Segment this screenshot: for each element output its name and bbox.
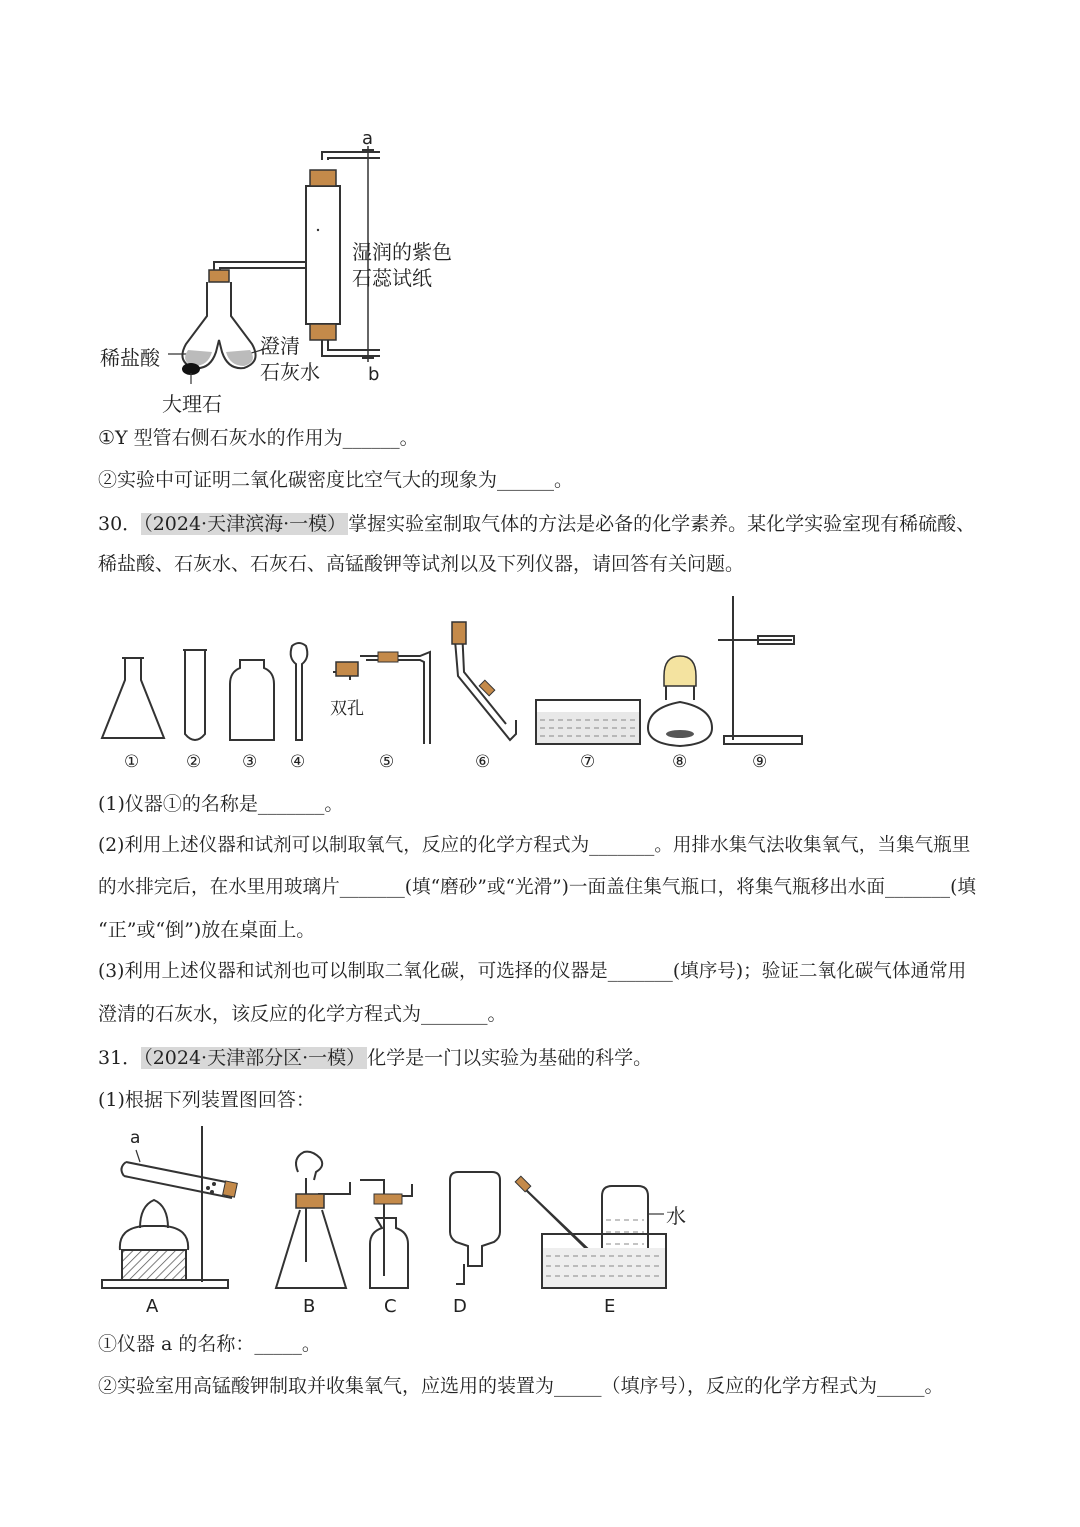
label-a-device: a (130, 1128, 141, 1148)
device-label-a: A (146, 1296, 159, 1317)
q30-part3-line1: (3)利用上述仪器和试剂也可以制取二氧化碳，可选择的仪器是_______(填序号)；验证二氧化碳气体通常用 (98, 961, 967, 982)
q30-intro-line2: 稀盐酸、石灰水、石灰石、高锰酸钾等试剂以及下列仪器，请回答有关问题。 (98, 553, 745, 575)
label-limewater-1: 澄清 (260, 334, 300, 358)
label-marble: 大理石 (162, 392, 222, 416)
q31-part2: ②实验室用高锰酸钾制取并收集氧气，应选用的装置为_____（填序号），反应的化学方程式为_____。 (98, 1375, 944, 1397)
instrument-number-1: ① (124, 752, 140, 772)
device-label-e: E (604, 1296, 616, 1317)
q30-part2-line3: “正”或“倒”)放在桌面上。 (98, 919, 316, 941)
label-water: 水 (666, 1204, 686, 1228)
q30-part2-line2: 的水排完后，在水里用玻璃片_______(填“磨砂”或“光滑”)一面盖住集气瓶口，将集气瓶移出水面_______(填 (98, 877, 976, 898)
q30-part3-line2: 澄清的石灰水，该反应的化学方程式为_______。 (98, 1003, 507, 1025)
label-limewater-2: 石灰水 (260, 360, 320, 384)
device-label-b: B (303, 1296, 316, 1317)
label-litmus-2: 石蕊试纸 (352, 266, 432, 290)
label-litmus-1: 湿润的紫色 (352, 240, 452, 264)
q30-part1: (1)仪器①的名称是_______。 (98, 793, 344, 815)
q30-intro-text: 掌握实验室制取气体的方法是必备的化学素养。某化学实验室现有稀硫酸、 (348, 513, 976, 535)
instrument-number-3: ③ (242, 752, 258, 772)
device-label-d: D (453, 1296, 467, 1317)
label-double-hole: 双孔 (330, 699, 364, 719)
device-label-c: C (384, 1296, 397, 1317)
instrument-number-4: ④ (290, 752, 306, 772)
q29-part2: ②实验中可证明二氧化碳密度比空气大的现象为______。 (98, 469, 574, 491)
instrument-number-5: ⑤ (379, 752, 395, 772)
instrument-number-7: ⑦ (580, 752, 596, 772)
q29-part1: ①Y 型管右侧石灰水的作用为______。 (98, 427, 419, 449)
q31-number: 31． (98, 1047, 142, 1069)
instrument-number-2: ② (186, 752, 202, 772)
q30-part2-line1: (2)利用上述仪器和试剂可以制取氧气，反应的化学方程式为_______。用排水集气法收集氧气，当集气瓶里 (98, 835, 971, 856)
q31-sub1: (1)根据下列装置图回答： (98, 1089, 315, 1111)
q31-part1: ①仪器 a 的名称：_____。 (98, 1333, 321, 1355)
q31-source-tag: （2024·天津部分区·一模） (143, 1047, 366, 1069)
label-a-top: a (362, 128, 374, 149)
label-b-bottom: b (368, 364, 380, 385)
instrument-number-8: ⑧ (672, 752, 688, 772)
q30-number: 30． (98, 513, 142, 535)
q31-intro-text: 化学是一门以实验为基础的科学。 (367, 1047, 653, 1069)
label-acid: 稀盐酸 (100, 346, 160, 370)
instrument-number-6: ⑥ (475, 752, 491, 772)
instrument-number-9: ⑨ (752, 752, 768, 772)
q30-source-tag: （2024·天津滨海·一模） (143, 513, 347, 535)
